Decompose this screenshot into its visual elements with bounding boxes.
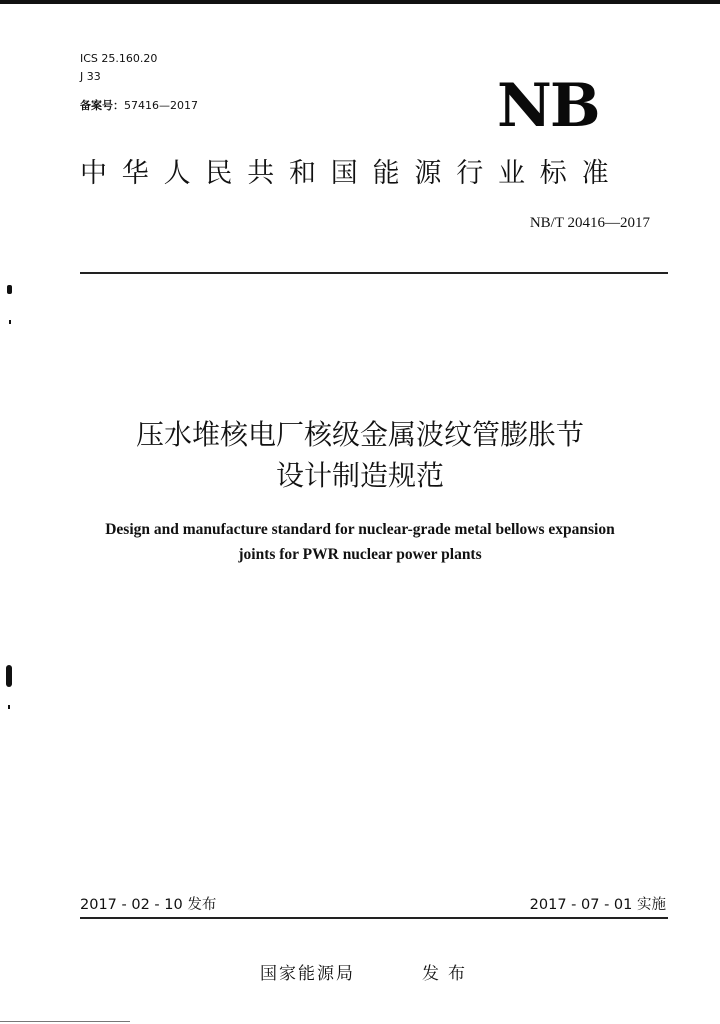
document-title-cn-line2: 设计制造规范: [275, 459, 444, 492]
top-border: [0, 0, 720, 4]
issue-date: 2017 - 02 - 10 发布: [80, 897, 217, 913]
record-label: 备案号：: [80, 99, 124, 112]
record-number: [80, 99, 198, 112]
document-title-en-line2: joints for PWR nuclear power plants: [238, 546, 482, 563]
standard-category-title: 中华人民共和国能源行业标准: [80, 158, 624, 189]
date-divider: [80, 917, 668, 919]
issuing-authority: 国家能源局: [260, 964, 355, 984]
ics-code: ICS 25.160.20: [80, 52, 158, 65]
document-title-cn-line1: 压水堆核电厂核级金属波纹管膨胀节: [135, 418, 584, 451]
bottom-edge-line: [0, 1021, 130, 1022]
document-title-en-line1: Design and manufacture standard for nuclear-grade metal bellows expansion: [105, 521, 615, 538]
standard-number: NB/T 20416—2017: [529, 215, 650, 231]
header-divider: [80, 272, 668, 274]
scan-speck: [6, 665, 12, 687]
classification-code: J 33: [80, 70, 101, 83]
issue-word: 发布: [422, 964, 474, 984]
implementation-date: 2017 - 07 - 01 实施: [529, 897, 666, 913]
scan-speck: [9, 320, 11, 324]
scan-speck: [8, 705, 10, 709]
scan-speck: [7, 285, 12, 294]
record-value: 57416—2017: [124, 99, 198, 112]
nb-logo: NB: [497, 71, 599, 141]
